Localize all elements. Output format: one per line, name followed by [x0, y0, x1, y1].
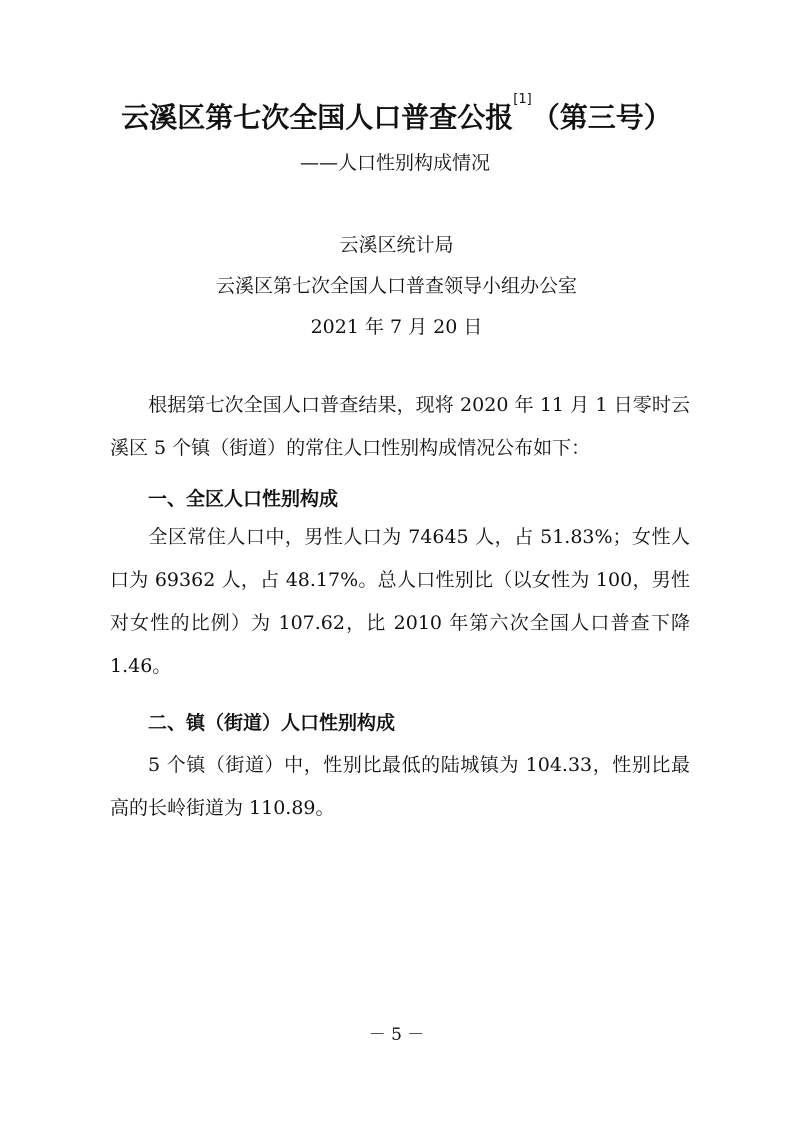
section-body-2 — [110, 744, 690, 830]
issuer-org-census-office: 云溪区第七次全国人口普查领导小组办公室 — [215, 275, 577, 297]
title-main: 云溪区第七次全国人口普查公报 — [121, 101, 514, 134]
issue-date: 2021 年 7 月 20 日 — [310, 316, 483, 338]
section-heading-1: 一、全区人口性别构成 — [148, 488, 339, 510]
document-title — [0, 92, 793, 136]
intro-text: 根据第七次全国人口普查结果，现将 2020 年 11 月 1 日零时云溪区 5 个镇（街道）的常住人口性别构成情况公布如下： — [110, 394, 690, 459]
section-body-1-text: 全区常住人口中，男性人口为 74645 人，占 51.83%；女性人口为 69362 人，占 48.17%。总人口性别比（以女性为 100，男性对女性的比例）为 107.62，比 2010 年第六次全国人口普查下降 1.46。 — [110, 526, 690, 677]
footnote-mark[interactable]: [1] — [513, 92, 532, 107]
section-body-1 — [110, 516, 690, 688]
document-subtitle: ——人口性别构成情况 — [300, 152, 491, 174]
title-issue: （第三号） — [531, 101, 672, 134]
section-body-2-text: 5 个镇（街道）中，性别比最低的陆城镇为 104.33，性别比最高的长岭街道为 110.89。 — [110, 754, 690, 819]
issuer-org-statistics: 云溪区统计局 — [339, 234, 454, 256]
intro-paragraph — [110, 384, 690, 470]
page-number: － 5 － — [368, 1025, 425, 1045]
section-heading-2: 二、镇（街道）人口性别构成 — [148, 712, 396, 734]
